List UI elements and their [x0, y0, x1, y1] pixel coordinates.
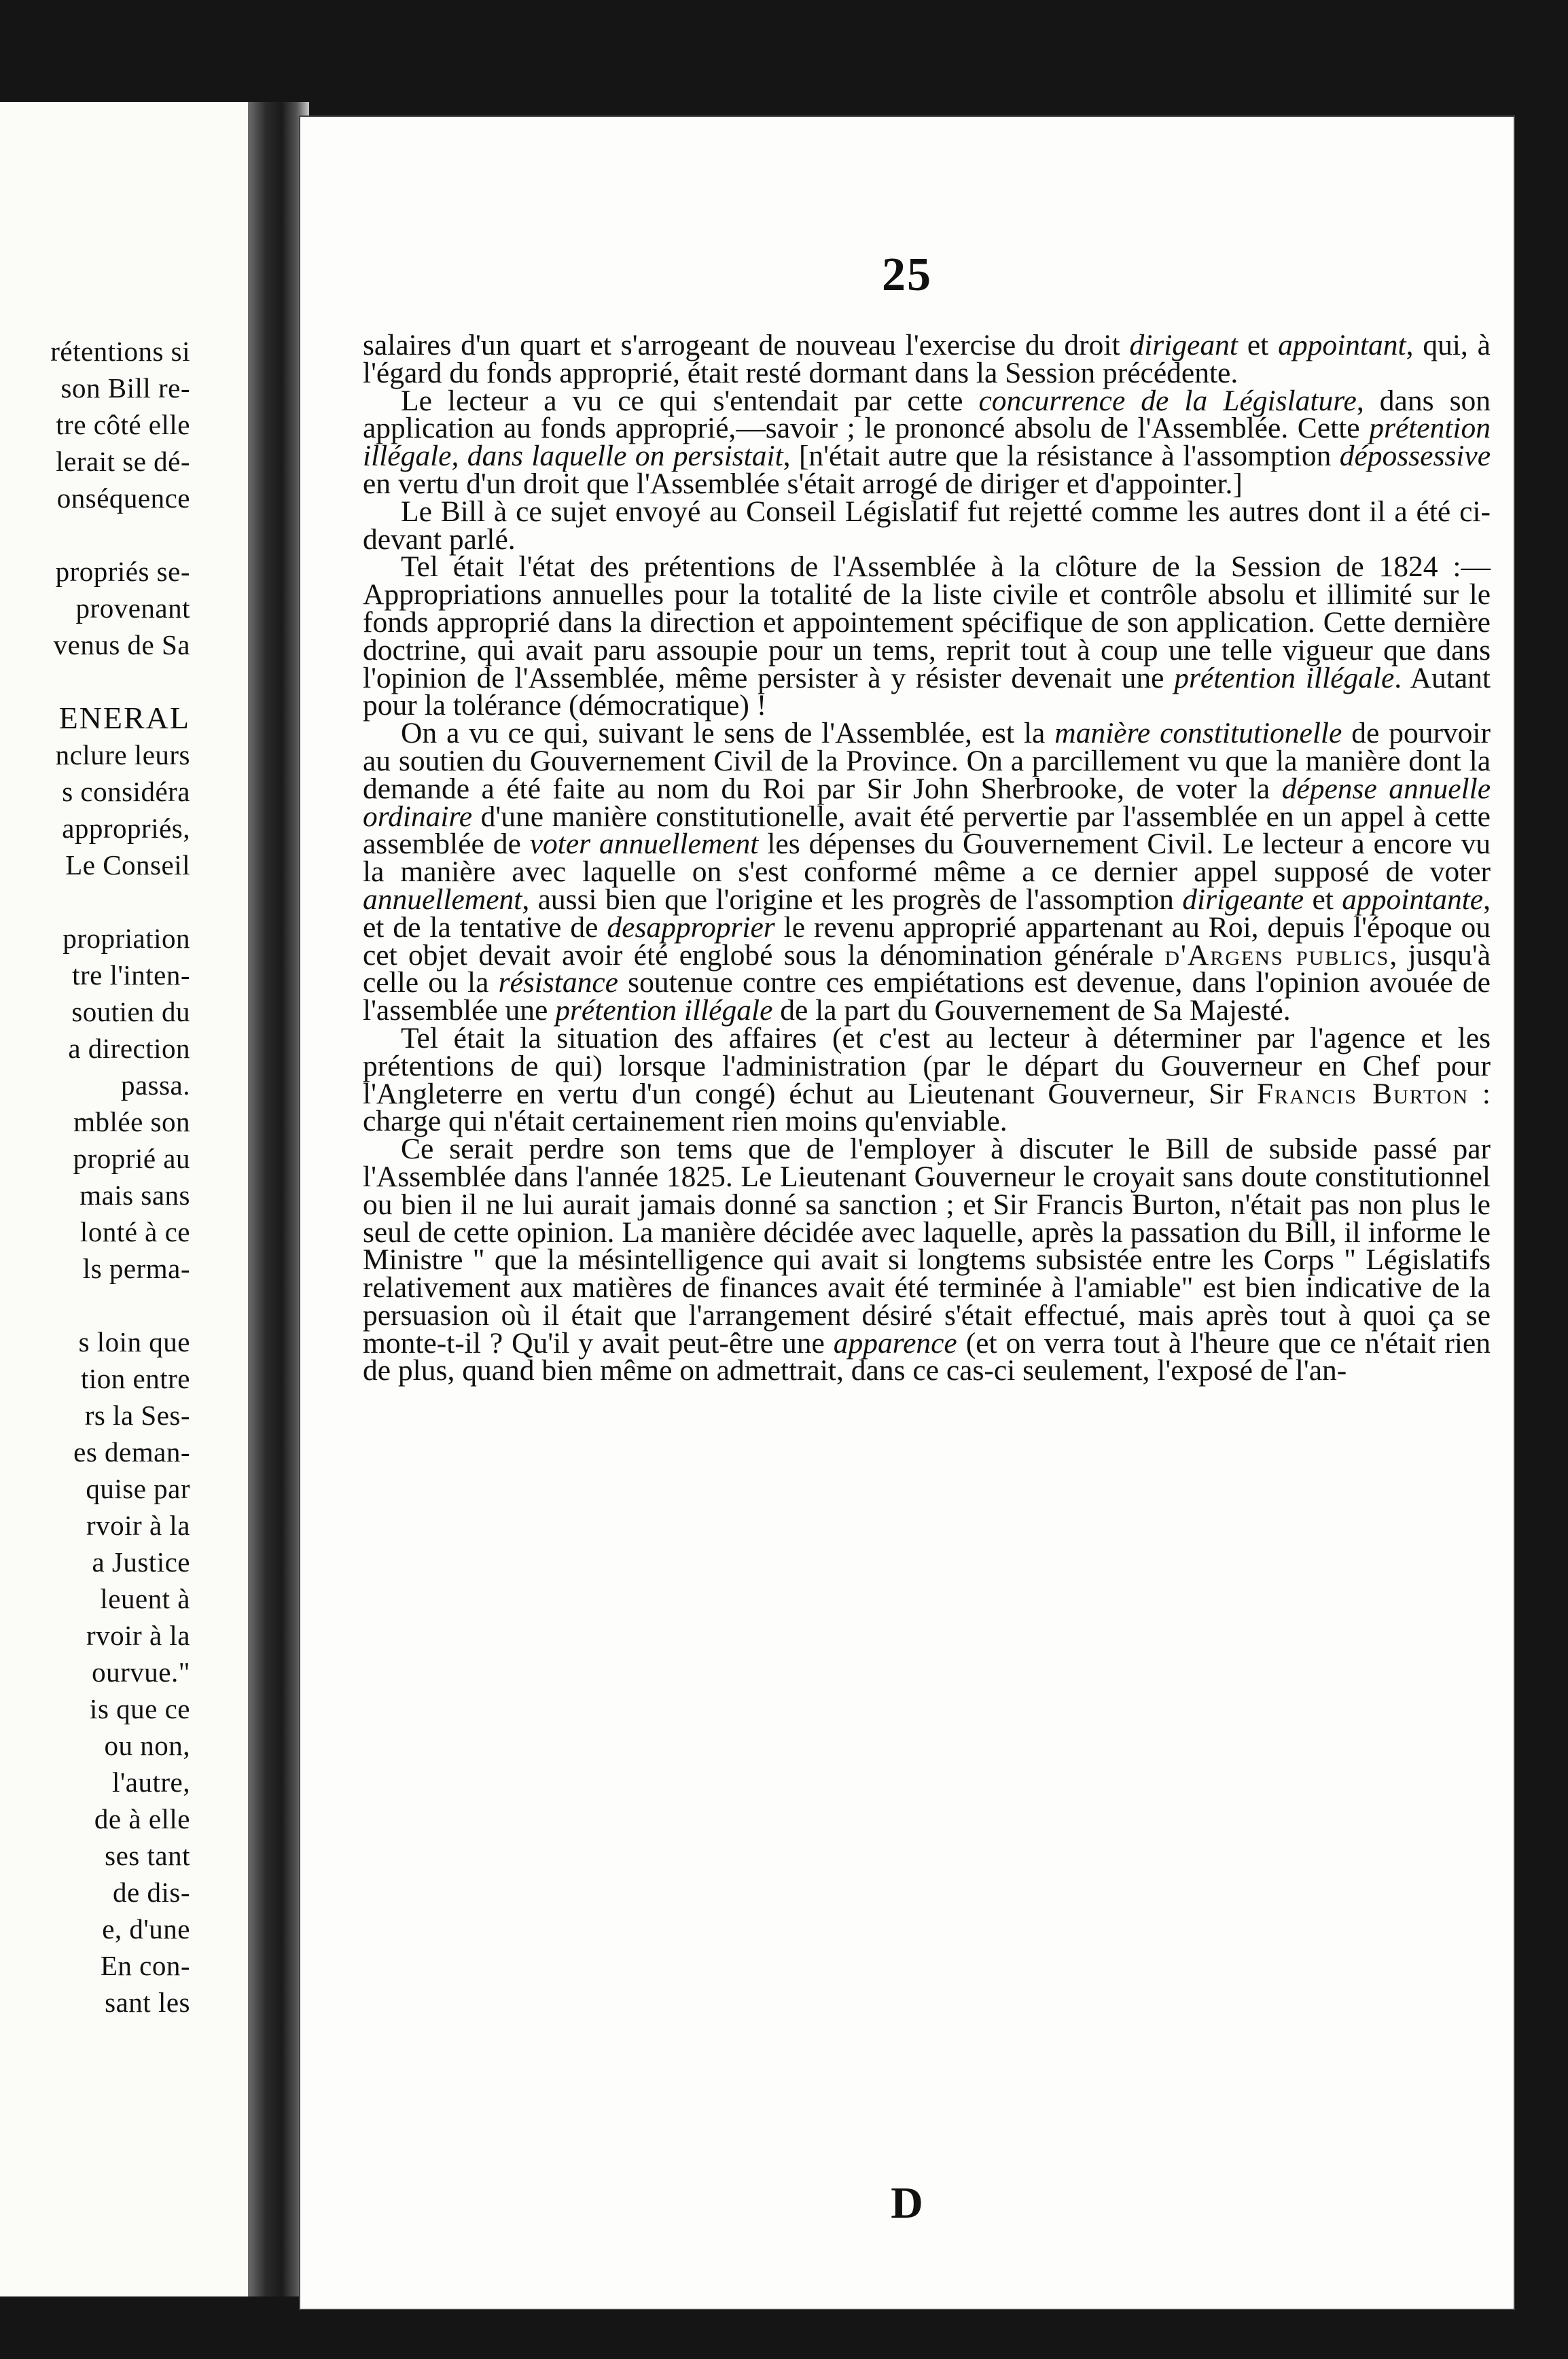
left-page-line: mblée son [73, 1106, 190, 1137]
left-page-line: s considéra [62, 776, 190, 807]
left-page-line: rs la Ses- [84, 1400, 190, 1431]
left-page-line: propriation [63, 923, 190, 954]
text-run: en vertu d'un droit que l'Assemblée s'était arrogé de diriger et d'appointer.] [363, 467, 1243, 500]
left-page-line: ourvue." [92, 1656, 190, 1688]
left-page-line: Le Conseil [65, 849, 190, 881]
left-page-line: ses tant [105, 1840, 190, 1871]
paragraph [363, 384, 1491, 500]
left-page-line: rvoir à la [86, 1620, 190, 1651]
paragraph [363, 550, 1491, 722]
left-page-line: nclure leurs [55, 739, 190, 770]
left-page-line: sant les [105, 1987, 190, 2018]
text-run: . Autant pour la tolérance (démocratique) ! [363, 661, 1491, 722]
italic-text: prétention illégale [1174, 661, 1395, 694]
text-run: salaires d'un quart et s'arrogeant de nouveau l'exercise du droit [363, 329, 1130, 361]
text-run: : charge qui n'était certainement rien moins qu'enviable. [363, 1077, 1491, 1138]
left-page-line: e, d'une [102, 1913, 190, 1945]
text-run: , qui, à l'égard du fonds approprié, était resté dormant dans la Session précédente. [363, 329, 1491, 389]
left-page-fragment [0, 102, 248, 2296]
paragraph [363, 329, 1491, 389]
small-caps-text: d'Argens publics [1164, 938, 1390, 972]
paragraph [363, 495, 1491, 556]
text-run: de la part du Gouvernement de Sa Majesté. [772, 994, 1291, 1027]
left-page-line: tre côté elle [56, 409, 190, 440]
left-page-line: rvoir à la [86, 1510, 190, 1541]
italic-text: dirigeant [1129, 329, 1238, 361]
left-page-line: son Bill re- [60, 372, 190, 404]
text-run: , [n'était autre que la résistance à l'assomption [783, 440, 1340, 473]
text-run: Ce serait perdre son tems que de l'employer à discuter le Bill de subside passé par l'Assemblée dans l'année 1825. Le Lieutenant Gouverneur le croyait sans doute constitutionnel ou bien il ne lui aurait jamais donné sa sanction ; et Sir Francis Burton, n'était pas non plus le seul de cette opinion. La manière décidée avec laquelle, après la passation du Bill, il informe le Ministre " que la mésintelligence qui avait si longtems subsistée entre les Corps " Législatifs relativement aux matières de finances avait été terminée à l'amiable" est bien indicative de la persuasion où il était que l'arrangement désiré s'était effectué, mais après tout à quoi ça se monte-t-il ? Qu'il y avait peut-être une [363, 1133, 1491, 1360]
italic-text: dirigeante [1182, 883, 1304, 916]
paragraph [363, 717, 1491, 1027]
left-page-line: de à elle [94, 1803, 190, 1834]
italic-text: concurrence de la Législature [978, 384, 1357, 417]
text-run: soutenue contre ces empiétations est devenue, dans l'opinion avouée de l'assemblée une [363, 966, 1491, 1027]
paragraph [363, 1021, 1491, 1138]
italic-text: annuellement [363, 883, 522, 916]
paragraph [363, 1135, 1491, 1385]
left-page-line: leuent à [100, 1583, 190, 1614]
left-page-line: ENERAL [58, 700, 190, 735]
left-page-line: lonté à ce [79, 1216, 190, 1247]
italic-text: manière constitutionelle [1054, 717, 1342, 750]
left-page-line: propriés se- [55, 556, 190, 587]
text-run: les dépenses du Gouvernement Civil. Le lecteur a encore vu la manière avec laquelle on s'est conformé même a ce dernier appel supposé de voter [363, 828, 1491, 889]
italic-text: desapproprier [607, 910, 775, 944]
italic-text: résistance [498, 966, 618, 999]
left-page-line: l'autre, [112, 1767, 190, 1798]
body-text [363, 329, 1491, 1387]
left-page-line: En con- [100, 1950, 190, 1981]
text-run: , aussi bien que l'origine et les progrès de l'assomption [522, 883, 1183, 916]
left-page-line: proprié au [73, 1143, 190, 1174]
text-run: Le lecteur a vu ce qui s'entendait par cette [401, 384, 979, 417]
text-run: et [1304, 883, 1342, 916]
text-run: Le Bill à ce sujet envoyé au Conseil Législatif fut rejetté comme les autres dont il a été ci-devant parlé. [363, 495, 1491, 556]
text-run: d'une manière constitutionelle, avait été pervertie par l'assemblée en un appel à cette assemblée de [363, 800, 1491, 861]
text-run: , et de la tentative de [363, 883, 1491, 944]
left-page-line: quise par [86, 1473, 190, 1504]
italic-text: dépense annuelle ordinaire [363, 772, 1491, 833]
italic-text: appointant [1278, 329, 1406, 361]
italic-text: prétention illégale, dans laquelle on persistait [363, 412, 1491, 473]
text-run: , dans son application au fonds approprié,—savoir ; le prononcé absolu de l'Assemblée. Cette [363, 384, 1491, 445]
italic-text: appointante [1342, 883, 1484, 916]
left-page-line: lerait se dé- [56, 446, 190, 477]
left-page-line: onséquence [56, 482, 190, 514]
left-page-line: rétentions si [50, 336, 190, 367]
left-page-line: ls perma- [82, 1253, 190, 1284]
left-page-line: mais sans [79, 1180, 190, 1211]
text-run: le revenu approprié appartenant au Roi, depuis l'époque ou cet objet devait avoir été englobé sous la dénomination générale [363, 910, 1491, 972]
left-page-line: passa. [120, 1069, 190, 1101]
text-run: On a vu ce qui, suivant le sens de l'Assemblée, est la [401, 717, 1055, 750]
text-run: (et on verra tout à l'heure que ce n'était rien de plus, quand bien même on admettrait, dans ce cas-ci seulement, l'exposé de l'an- [363, 1326, 1491, 1387]
left-page-line: a direction [68, 1033, 190, 1064]
signature-mark: D [891, 2178, 923, 2228]
text-run: , jusqu'à celle ou la [363, 938, 1491, 999]
page-number: 25 [882, 249, 932, 301]
italic-text: voter annuellement [529, 828, 759, 861]
text-run: Tel était la situation des affaires (et c'est au lecteur à déterminer par l'agence et les prétentions de qui) lorsque l'administration (par le départ du Gouverneur en Chef pour l'Angleterre en vertu d'un congé) échut au Lieutenant Gouverneur, Sir [363, 1021, 1491, 1110]
italic-text: dépossessive [1339, 440, 1491, 473]
left-page-line: tre l'inten- [72, 959, 190, 991]
left-page-line: de dis- [113, 1877, 190, 1908]
text-run: et [1237, 329, 1279, 361]
right-page [299, 116, 1515, 2310]
left-page-line: is que ce [90, 1693, 190, 1724]
small-caps-text: Francis Burton [1256, 1077, 1469, 1110]
left-page-line: soutien du [71, 996, 190, 1027]
left-page-line: a Justice [92, 1546, 190, 1578]
left-page-line: ou non, [104, 1730, 190, 1761]
italic-text: apparence [833, 1326, 957, 1360]
left-page-line: appropriés, [62, 813, 190, 844]
italic-text: prétention illégale [555, 994, 773, 1027]
left-page-line: es deman- [73, 1436, 190, 1468]
text-run: Tel était l'état des prétentions de l'Assemblée à la clôture de la Session de 1824 :—Appropriations annuelles pour la totalité de la liste civile et contrôle absolu et illimité sur le fonds approprié dans la direction et appointement spécifique de son application. Cette dernière doctrine, qui avait paru assoupie pour un tems, reprit tout à coup une telle vigueur que dans l'opinion de l'Assemblée, même persister à y résister devenait une [363, 550, 1491, 694]
left-page-line: tion entre [81, 1363, 190, 1394]
left-page-line: s loin que [78, 1326, 190, 1358]
left-page-line: provenant [75, 592, 190, 624]
left-page-line: venus de Sa [53, 629, 190, 660]
text-run: de pourvoir au soutien du Gouvernement Civil de la Province. On a parcillement vu que la manière dont la demande a été faite au nom du Roi par Sir John Sherbrooke, de voter la [363, 717, 1491, 805]
